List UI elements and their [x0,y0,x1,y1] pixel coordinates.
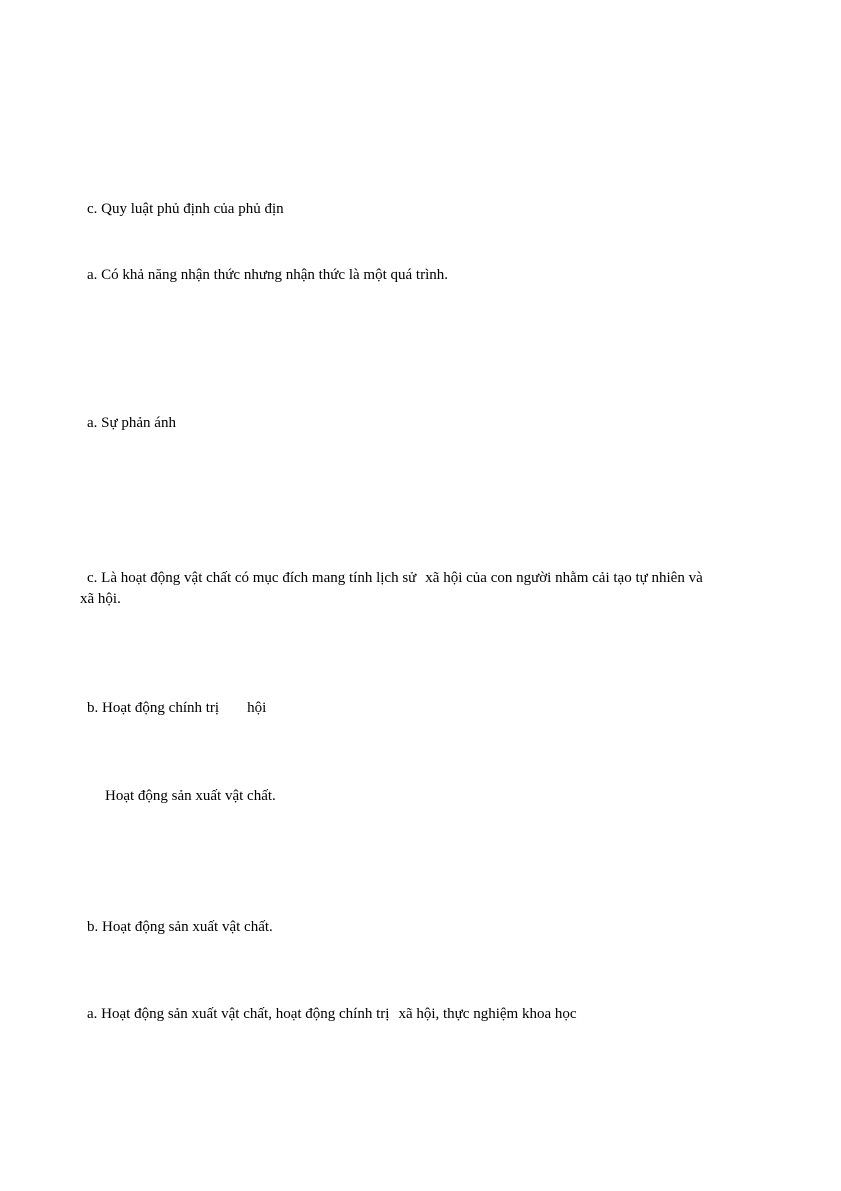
answer-text: c. Là hoạt động vật chất có mục đích mang tính lịch sử [87,570,417,586]
answer-text: a. Hoạt động sản xuất vật chất, hoạt động chính trị [87,1006,390,1022]
answer-text: xã hội của con người nhằm cải tạo tự nhiên và [425,570,703,586]
answer-text: xã hội. [80,591,121,607]
answer-line-4 [87,568,703,588]
answer-line-2 [87,265,448,285]
answer-text: hội [247,700,267,716]
answer-line-3 [87,413,176,433]
answer-line-8 [87,1004,577,1024]
answer-line-1 [87,199,284,219]
answer-text: b. Hoạt động sản xuất vật chất. [87,919,273,935]
answer-line-7 [87,917,273,937]
answer-text: b. Hoạt động chính trị [87,700,220,716]
answer-line-6 [105,786,276,806]
answer-text: Hoạt động sản xuất vật chất. [105,788,276,804]
answer-text: a. Sự phản ánh [87,415,176,431]
answer-line-5 [87,698,266,718]
answer-line-4-cont [80,589,121,609]
answer-text: a. Có khả năng nhận thức nhưng nhận thức là một quá trình. [87,267,448,283]
answer-text: xã hội, thực nghiệm khoa học [398,1006,577,1022]
answer-text: c. Quy luật phủ định của phủ địn [87,201,284,217]
